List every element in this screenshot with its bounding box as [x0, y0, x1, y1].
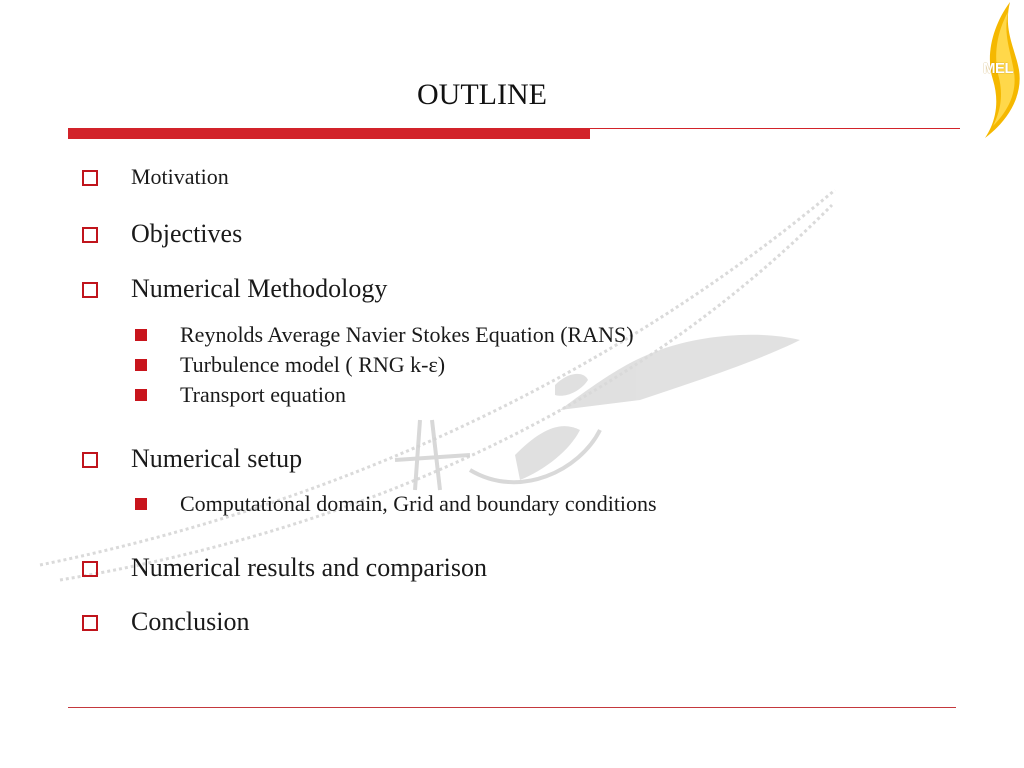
outline-item-objectives: Objectives — [131, 219, 243, 248]
outline-item-conclusion: Conclusion — [131, 607, 250, 636]
bullet-square-icon — [135, 389, 147, 401]
footer-rule — [68, 707, 956, 708]
logo-text: MEL — [983, 60, 1014, 77]
slide-title: OUTLINE — [417, 78, 547, 111]
outline-subitem-turbulence-model: Turbulence model ( RNG k-ε) — [180, 352, 446, 377]
bullet-square-icon — [135, 498, 147, 510]
bullet-box-icon — [82, 170, 98, 186]
outline-subitem-transport-equation: Transport equation — [180, 382, 347, 407]
outline-item-numerical-results: Numerical results and comparison — [131, 553, 487, 582]
outline-subitem-rans: Reynolds Average Navier Stokes Equation (RANS) — [180, 322, 634, 347]
bullet-box-icon — [82, 452, 98, 468]
bullet-square-icon — [135, 329, 147, 341]
bullet-box-icon — [82, 227, 98, 243]
bullet-box-icon — [82, 282, 98, 298]
bullet-square-icon — [135, 359, 147, 371]
outline-item-motivation: Motivation — [131, 164, 229, 189]
bullet-box-icon — [82, 561, 98, 577]
outline-item-numerical-setup: Numerical setup — [131, 444, 303, 473]
outline-item-numerical-methodology: Numerical Methodology — [131, 274, 388, 303]
title-underline-thick — [68, 128, 590, 139]
title-underline-thin — [590, 128, 960, 129]
bullet-box-icon — [82, 615, 98, 631]
outline-subitem-computational-domain: Computational domain, Grid and boundary conditions — [180, 491, 657, 516]
